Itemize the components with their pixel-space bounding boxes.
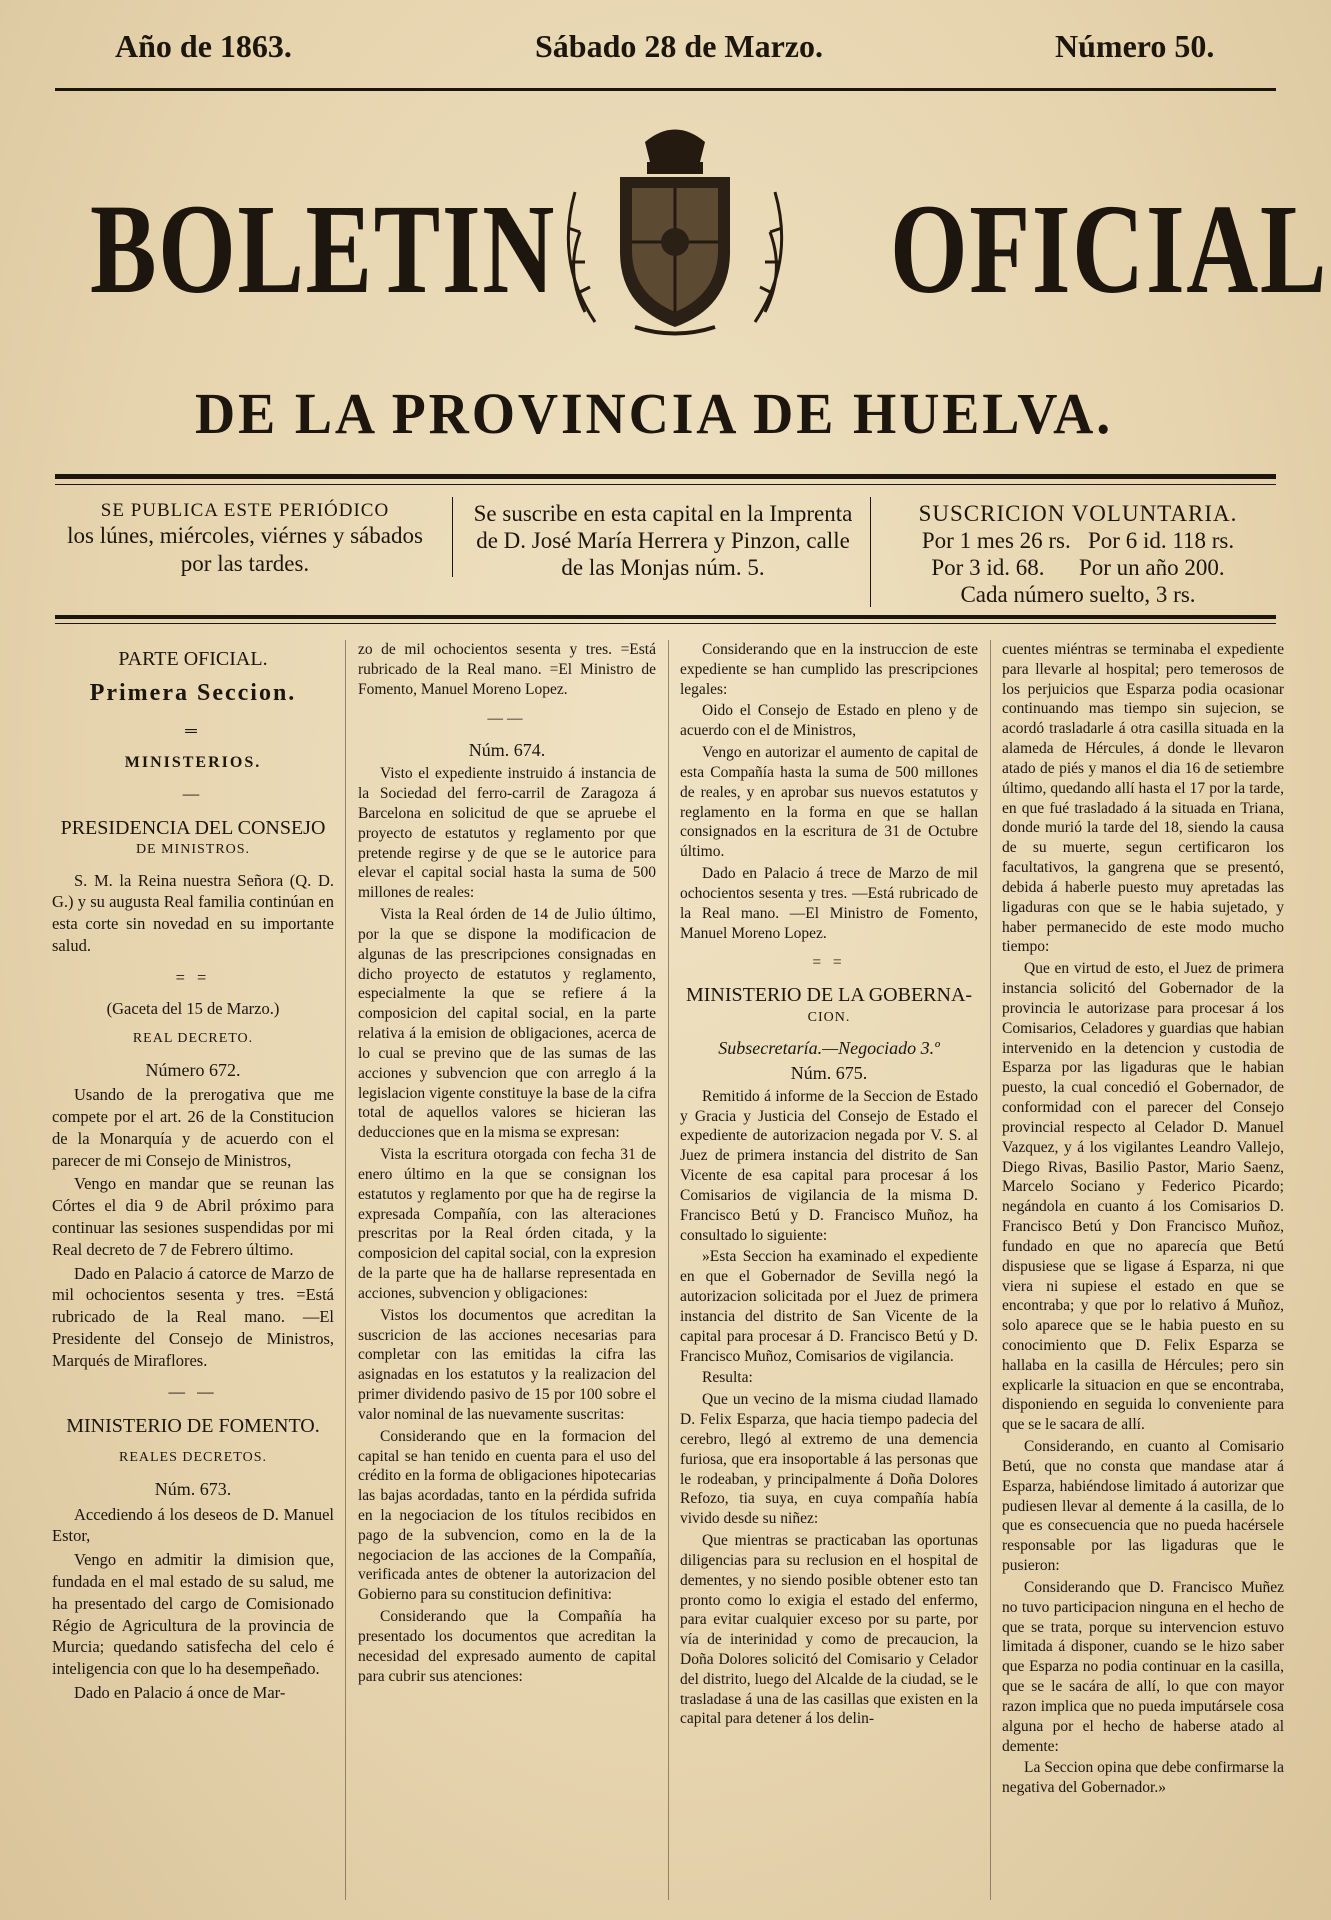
paragraph: Que en virtud de esto, el Juez de primera instancia solicitó del Gobernador de la provincia le autorizase para procesar á los Comisarios, Celadores y guardias que habian intervenido en la detencion y custodia de Esparza por las ligaduras que le habian puesto, la cual concedió el Gobernador, de conformidad con el parecer del Consejo provincial respecto al Celador D. Manuel Vazquez, y á los vigilantes Leandro Vallejo, Diego Rivas, Basilio Pastor, Mario Saenz, Marcelo Sociano y Federico Picardo; negándola en cuanto á los Comisarios D. Francisco Betú y Don Francisco Muñoz, fundado en que no aparecía que Betú dispusiese que se ligase á Esparza, ni que viera ni supiese el estado en que se encontraba; y que por lo relativo á Muñoz, solo aparece que se le habia puesto en su conocimiento que D. Felix Esparza se hallaba en la casilla de Hércules; pero sin explicarle la situacion en que se encontraba, disponiendo en seguida lo conveniente para que se le sacara de allí.: [1002, 960, 1284, 1434]
section-divider: = =: [812, 954, 846, 972]
section-divider: — —: [168, 1382, 218, 1402]
publication-info: [45, 500, 445, 577]
subscription-info: [458, 500, 868, 581]
primera-seccion-heading: Primera Seccion.: [89, 680, 297, 707]
real-decreto-heading: REAL DECRETO.: [132, 1031, 254, 1047]
masthead-subtitle: DE LA PROVINCIA DE HUELVA.: [195, 381, 1114, 446]
issue-number: Número 50.: [1055, 28, 1215, 64]
presidencia-heading: PRESIDENCIA DEL CONSEJO: [60, 816, 326, 839]
paragraph: Considerando que en la formacion del capital se han tenido en cuenta para el uso del crédito en la forma de obligaciones hipotecarias las bajas acordadas, tanto en la pérdida sufrida en la negociacion de los títulos recibidos en pago de la subvencion, como en la de la negociacion de las acciones de la Compañía, verificada antes de obtener la autorizacion del Gobierno para su constitucion definitiva:: [358, 1427, 656, 1604]
paragraph: S. M. la Reina nuestra Señora (Q. D. G.) y su augusta Real familia continúan en esta corte sin novedad en su importante salud.: [52, 870, 334, 955]
paragraph: Considerando, en cuanto al Comisario Betú, que no consta que mandase atar á Esparza, habiéndose limitado á autorizar que pudiesen llevar al demente á la casilla, de lo que es consecuencia que no pueda hacérsele responsable por las ligaduras que le pusieron:: [1002, 1438, 1284, 1575]
issue-header: [95, 28, 1271, 68]
de-ministros-subheading: DE MINISTROS.: [135, 842, 251, 858]
publication-line-3: por las tardes.: [180, 550, 310, 576]
column-separator-2: [668, 640, 669, 1900]
masthead-rule: [55, 474, 1276, 479]
subscription-line-1: Se suscribe en esta capital en la Imprenta: [473, 501, 853, 526]
price-line-1: Por 1 mes 26 rs. Por 6 id. 118 rs.: [921, 528, 1235, 554]
prices-title: SUSCRICION VOLUNTARIA.: [918, 501, 1238, 526]
paragraph: Accediendo á los deseos de D. Manuel Estor,: [52, 1504, 334, 1546]
paragraph: Que un vecino de la misma ciudad llamado D. Felix Esparza, que hacia tiempo padecia del cerebro, llegó al extremo de una demencia furiosa, que era insoportable á las personas que le rodeaban, y principalmente á Doña Dolores Refozo, tia suya, en cuya compañía había vivido desde su niñez:: [680, 1391, 978, 1528]
masthead-rule-thin: [55, 484, 1276, 485]
gobernacion-heading: MINISTERIO DE LA GOBERNA-: [685, 984, 973, 1007]
column-separator-1: [345, 640, 346, 1900]
ministerios-heading: MINISTERIOS.: [124, 753, 262, 771]
paragraph: Dado en Palacio á once de Mar-: [74, 1682, 286, 1702]
column-3: [680, 640, 978, 1731]
parte-oficial-heading: PARTE OFICIAL.: [118, 648, 268, 670]
publication-line-1: SE PUBLICA ESTE PERIÓDICO: [100, 500, 390, 521]
issue-year: Año de 1863.: [115, 28, 292, 64]
gobernacion-heading-cont: CION.: [807, 1009, 851, 1025]
paragraph: Considerando que D. Francisco Muñez no tuvo participacion ninguna en el hecho de que se trata, porque su intervencion estuvo limitada á disponer, cuando se le hizo saber que Esparza no podia continuar en la casilla, que se le sacára de allí, lo que con mayor razon implica que no pueda imputársele cosa alguna por el hecho de haberse atado al demente:: [1002, 1578, 1284, 1755]
paragraph: La Seccion opina que debe confirmarse la negativa del Gobernador.»: [1002, 1759, 1284, 1797]
paragraph: Considerando que en la instruccion de este expediente se han cumplido las prescripciones legales:: [680, 641, 978, 698]
paragraph: Vengo en admitir la dimision que, fundada en el mal estado de su salud, me ha presentado del cargo de Comisionado Régio de Agricultura de la provincia de Murcia; quedando satisfecha del celo é inteligencia con que lo ha desempeñado.: [52, 1550, 334, 1679]
paragraph: Visto el expediente instruido á instancia de la Sociedad del ferro-carril de Zaragoza á Barcelona en solicitud de que se apruebe el proyecto de estatutos y reglamento por que pretende regirse y de que se le autorice para elevar el capital social hasta la suma de 500 millones de reales:: [358, 765, 656, 902]
paragraph: Oido el Consejo de Estado en pleno y de acuerdo con el de Ministros,: [680, 702, 978, 740]
paragraph: cuentes miéntras se terminaba el expediente para llevarle al hospital; pero temerosos de los perjuicios que Esparza podia ocasionar continuando mas tiempo sin sujecion, se acordó trasladarle á otra casilla situada en la alameda de Hércules, á donde le llevaron atado de piés y manos el dia 16 de setiembre último, quedando allí hasta el 17 por la tarde, en que fué trasladado á la situada en Triana, donde murió la tarde del 18, siendo la causa de su muerte, segun certificaron los facultativos, la gangrena que se presentó, debida á haberle puesto muy apretadas las ligaduras con que se le habia sujetado, y haber permanecido de este modo mucho tiempo:: [1002, 641, 1284, 956]
section-divider: = =: [175, 967, 211, 987]
paragraph: Vengo en mandar que se reunan las Córtes el dia 9 de Abril próximo para continuar las sesiones suspendidas por mi Real decreto de 7 de Febrero último.: [52, 1174, 334, 1259]
gaceta-note: (Gaceta del 15 de Marzo.): [106, 999, 280, 1019]
column-separator-3: [990, 640, 991, 1900]
numero-675: Núm. 675.: [790, 1062, 868, 1083]
masthead-right: OFICIAL: [890, 178, 1329, 320]
paragraph: Dado en Palacio á trece de Marzo de mil ochocientos sesenta y tres. —Está rubricado de la Real mano. —El Ministro de Fomento, Manuel Moreno Lopez.: [680, 865, 978, 942]
price-line-3: Cada número suelto, 3 rs.: [960, 582, 1196, 608]
subscription-line-2: de D. José María Herrera y Pinzon, calle: [476, 528, 850, 554]
paragraph: »Esta Seccion ha examinado el expediente en que el Gobernador de Sevilla negó la autorizacion solicitada por el Juez de primera instancia del distrito de San Vicente de la capital para procesar á D. Francisco Betú y D. Francisco Muñoz, Comisarios de vigilancia.: [680, 1248, 978, 1365]
price-line-2: Por 3 id. 68. Por un año 200.: [931, 555, 1225, 581]
info-divider: [452, 497, 453, 577]
column-1: [52, 640, 334, 1706]
paragraph: Vista la escritura otorgada con fecha 31 de enero último en la que se consignan los estatutos y reglamento por que ha de regirse la expresada Compañía, con las alteraciones prescritas por la Real órden citada, y la composicion del capital social, con la expresion de la parte que ha de hallarse representada en acciones, subvencion y obligaciones:: [358, 1146, 656, 1302]
prices-info: [878, 500, 1278, 609]
masthead-left: BOLETIN: [90, 178, 556, 320]
subscription-line-3: de las Monjas núm. 5.: [561, 555, 765, 581]
numero-674: Núm. 674.: [468, 740, 546, 761]
numero-673: Núm. 673.: [154, 1478, 232, 1499]
header-rule: [55, 88, 1276, 91]
paragraph: Remitido á informe de la Seccion de Estado y Gracia y Justicia del Consejo de Estado el expediente de autorizacion negada por V. S. al Juez de primera instancia del distrito de San Vicente de esa capital para procesar á los Comisarios de vigilancia de la misma D. Francisco Betú y D. Francisco Muñoz, ha consultado lo siguiente:: [680, 1087, 978, 1244]
paragraph: Resulta:: [702, 1369, 753, 1387]
info-rule-thin: [55, 623, 1276, 624]
info-divider-2: [870, 497, 871, 607]
issue-date: Sábado 28 de Marzo.: [535, 28, 823, 64]
section-divider: ——: [487, 710, 527, 728]
column-2: [358, 640, 656, 1688]
paragraph: zo de mil ochocientos sesenta y tres. =Está rubricado de la Real mano. =El Ministro de Fomento, Manuel Moreno Lopez.: [358, 641, 656, 698]
info-rule: [55, 615, 1276, 619]
paragraph: Usando de la prerogativa que me compete por el art. 26 de la Constitucion de la Monarquía y de acuerdo con el parecer de mi Consejo de Ministros,: [52, 1085, 334, 1170]
reales-decretos-heading: REALES DECRETOS.: [119, 1450, 267, 1466]
coat-of-arms-icon: [535, 122, 815, 342]
paragraph: Vistos los documentos que acreditan la suscricion de las acciones necesarias para completar con las emitidas la cifra las asignadas en los estatutos y la realizacion del primer dividendo pasivo de 15 por 100 sobre el valor nominal de las nuevamente suscritas:: [358, 1306, 656, 1423]
section-divider: —: [182, 783, 204, 803]
numero-672: Número 672.: [145, 1059, 241, 1080]
paragraph: Considerando que la Compañía ha presentado los documentos que acreditan la necesidad del expresado aumento de capital para cubrir sus atenciones:: [358, 1608, 656, 1685]
paragraph: Vista la Real órden de 14 de Julio último, por la que se dispone la modificacion de algunas de las prescripciones consignadas en dicho proyecto de estatutos y reglamento, especialmente la que se refiere á la composicion del capital social, en la parte relativa á la emision de obligaciones, acerca de lo cual se previno que de las sumas de las acciones y subvencion que con arreglo á la legislacion vigente constituye la base de la cifra total de aquellos valores se hicieran las deducciones que en la misma se expresan:: [358, 906, 656, 1142]
publication-line-2: los lúnes, miércoles, viérnes y sábados: [67, 523, 423, 549]
section-divider: ═: [185, 721, 201, 741]
fomento-heading: MINISTERIO DE FOMENTO.: [66, 1415, 320, 1438]
column-4: [1002, 640, 1284, 1800]
paragraph: Que mientras se practicaban las oportunas diligencias para su reclusion en el hospital de dementes, y no siendo posible obtener esto tan pronto como lo exigia el estado del enfermo, para evitar cualquier exceso por su parte, por vía de interinidad y como de precaucion, la Doña Dolores solicitó del Comisario y Celador del distrito, luego del Alcalde de la ciudad, se le trasladase á una de las casillas que existen en la capital para detener á los delin-: [680, 1532, 978, 1728]
paragraph: Vengo en autorizar el aumento de capital de esta Compañía hasta la suma de 500 millones de reales, y en aprobar sus nuevos estatutos y reglamento en la forma en que se hallan consignados en la escritura de 31 de Octubre último.: [680, 744, 978, 861]
subsecretaria-line: Subsecretaría.—Negociado 3.º: [718, 1037, 940, 1058]
paragraph: Dado en Palacio á catorce de Marzo de mil ochocientos sesenta y tres. =Está rubricado de la Real mano. —El Presidente del Consejo de Ministros, Marqués de Miraflores.: [52, 1263, 334, 1370]
